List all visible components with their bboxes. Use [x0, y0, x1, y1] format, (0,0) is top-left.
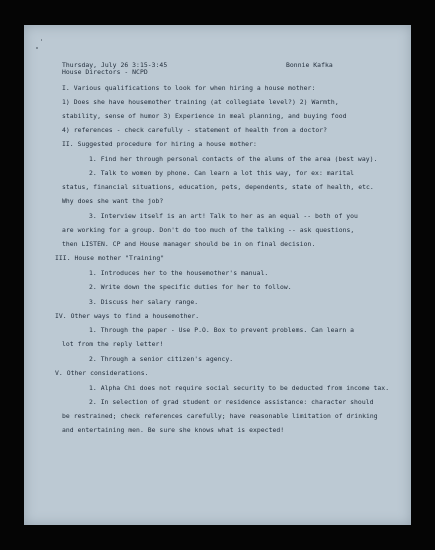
- document-line: 3. Interview itself is an art! Talk to her as an equal -- both of you: [89, 212, 358, 220]
- document-line: IV. Other ways to find a housemother.: [55, 312, 200, 320]
- document-line: 4) references - check carefully - statement of health from a doctor?: [62, 126, 328, 134]
- document-line: 2. Talk to women by phone. Can learn a lot this way, for ex: marital: [89, 169, 355, 177]
- document-line: II. Suggested procedure for hiring a house mother:: [62, 140, 257, 148]
- document-line: are working for a group. Don't do too much of the talking -- ask questions,: [62, 226, 355, 234]
- document-line: status, financial situations, education, pets, dependents, state of health, etc.: [62, 183, 374, 191]
- document-line: 1. Find her through personal contacts of the alums of the area (best way).: [89, 155, 378, 163]
- paper-speck: [41, 39, 42, 41]
- document-line: lot from the reply letter!: [62, 340, 164, 348]
- document-line: 2. Through a senior citizen's agency.: [89, 355, 234, 363]
- document-line: then LISTEN. CP and House manager should be in on final decision.: [62, 240, 316, 248]
- document-line: 1. Alpha Chi does not require social security to be deducted from income tax.: [89, 384, 390, 392]
- paper-speck: [36, 47, 38, 49]
- document-line: 1) Does she have housemother training (at collegiate level?) 2) Warmth,: [62, 98, 339, 106]
- document-line: 1. Introduces her to the housemother's manual.: [89, 269, 269, 277]
- document-line: be restrained; check references carefully; have reasonable limitation of drinking: [62, 412, 378, 420]
- document-line: I. Various qualifications to look for when hiring a house mother:: [62, 84, 316, 92]
- header-author: Bonnie Kafka: [286, 61, 333, 69]
- document-line: 2. In selection of grad student or residence assistance: character should: [89, 398, 374, 406]
- document-line: Why does she want the job?: [62, 197, 164, 205]
- document-line: 1. Through the paper - Use P.O. Box to prevent problems. Can learn a: [89, 326, 355, 334]
- header-session: House Directors - NCPD: [62, 68, 148, 76]
- document-line: 3. Discuss her salary range.: [89, 298, 199, 306]
- document-page: [24, 25, 411, 525]
- header-date-time: Thursday, July 26 3:15-3:45: [62, 61, 168, 69]
- document-line: 2. Write down the specific duties for her to follow.: [89, 283, 292, 291]
- document-line: V. Other considerations.: [55, 369, 149, 377]
- document-line: III. House mother "Training": [55, 254, 165, 262]
- document-line: and entertaining men. Be sure she knows what is expected!: [62, 426, 285, 434]
- document-line: stability, sense of humor 3) Experience in meal planning, and buying food: [62, 112, 347, 120]
